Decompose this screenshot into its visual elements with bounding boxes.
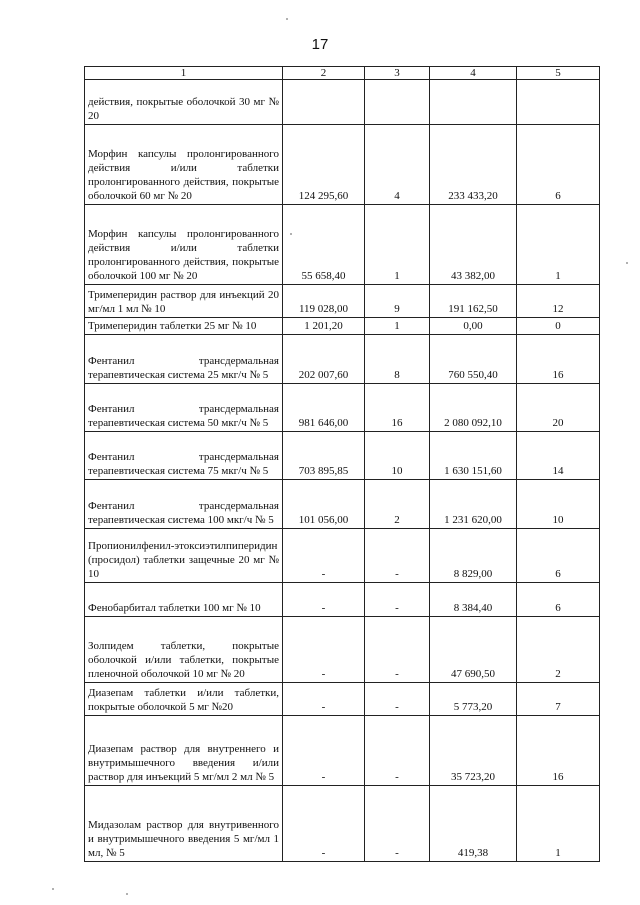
- drug-name: Тримеперидин таблетки 25 мг № 10: [85, 318, 283, 335]
- cell-col-2: 101 056,00: [283, 480, 365, 529]
- table-row: [85, 285, 600, 318]
- header-col-3: 3: [365, 67, 430, 80]
- cell-col-2: 1 201,20: [283, 318, 365, 335]
- cell-col-4: 419,38: [430, 786, 517, 862]
- header-col-4: 4: [430, 67, 517, 80]
- cell-col-4: 760 550,40: [430, 335, 517, 384]
- cell-col-2: -: [283, 617, 365, 683]
- table-row: [85, 318, 600, 335]
- cell-col-5: 14: [517, 432, 600, 480]
- cell-col-2: 119 028,00: [283, 285, 365, 318]
- header-col-1: 1: [85, 67, 283, 80]
- cell-col-5: 2: [517, 617, 600, 683]
- cell-col-3: -: [365, 583, 430, 617]
- page-number: 17: [311, 36, 329, 53]
- drug-name: Диазепам таблетки и/или таблетки, покрытые оболочкой 5 мг №20: [85, 683, 283, 716]
- table-row: [85, 432, 600, 480]
- cell-col-2: -: [283, 583, 365, 617]
- cell-col-4: 233 433,20: [430, 125, 517, 205]
- cell-col-3: [365, 80, 430, 125]
- drug-name: Тримеперидин раствор для инъекций 20 мг/мл 1 мл № 10: [85, 285, 283, 318]
- drug-name: действия, покрытые оболочкой 30 мг № 20: [85, 80, 283, 125]
- table-row: [85, 529, 600, 583]
- drug-name: Мидазолам раствор для внутривенного и внутримышечного введения 5 мг/мл 1 мл, № 5: [85, 786, 283, 862]
- cell-col-2: -: [283, 529, 365, 583]
- cell-col-4: 0,00: [430, 318, 517, 335]
- scan-speck: [126, 893, 128, 895]
- table-row: [85, 786, 600, 862]
- cell-col-4: 1 231 620,00: [430, 480, 517, 529]
- cell-col-5: [517, 80, 600, 125]
- table-row: [85, 335, 600, 384]
- table-row: [85, 384, 600, 432]
- table-row: [85, 80, 600, 125]
- header-col-5: 5: [517, 67, 600, 80]
- cell-col-4: 191 162,50: [430, 285, 517, 318]
- drug-name: Пропионилфенил-этоксиэтилпиперидин (просидол) таблетки защечные 20 мг № 10: [85, 529, 283, 583]
- drug-name: Фентанил трансдермальная терапевтическая система 50 мкг/ч № 5: [85, 384, 283, 432]
- cell-col-2: 703 895,85: [283, 432, 365, 480]
- cell-col-2: -: [283, 786, 365, 862]
- cell-col-3: -: [365, 529, 430, 583]
- cell-col-3: -: [365, 683, 430, 716]
- cell-col-5: 20: [517, 384, 600, 432]
- table-header-row: [85, 67, 600, 80]
- cell-col-3: 2: [365, 480, 430, 529]
- cell-col-5: 6: [517, 529, 600, 583]
- cell-col-2: -: [283, 683, 365, 716]
- scan-speck: [626, 262, 628, 264]
- cell-col-3: 4: [365, 125, 430, 205]
- cell-col-3: 9: [365, 285, 430, 318]
- cell-col-3: -: [365, 786, 430, 862]
- cell-col-4: 35 723,20: [430, 716, 517, 786]
- header-col-2: 2: [283, 67, 365, 80]
- cell-col-2: 981 646,00: [283, 384, 365, 432]
- table-row: [85, 617, 600, 683]
- table-row: [85, 205, 600, 285]
- cell-col-4: 43 382,00: [430, 205, 517, 285]
- scan-speck: [290, 233, 292, 235]
- cell-col-4: 47 690,50: [430, 617, 517, 683]
- drug-name: Фентанил трансдермальная терапевтическая система 25 мкг/ч № 5: [85, 335, 283, 384]
- cell-col-5: 12: [517, 285, 600, 318]
- cell-col-4: 1 630 151,60: [430, 432, 517, 480]
- drug-name: Фентанил трансдермальная терапевтическая система 75 мкг/ч № 5: [85, 432, 283, 480]
- table-row: [85, 125, 600, 205]
- scan-speck: [286, 18, 288, 20]
- cell-col-2: -: [283, 716, 365, 786]
- cell-col-5: 16: [517, 335, 600, 384]
- cell-col-4: 8 829,00: [430, 529, 517, 583]
- cell-col-5: 1: [517, 205, 600, 285]
- cell-col-4: [430, 80, 517, 125]
- scan-speck: [52, 888, 54, 890]
- cell-col-4: 2 080 092,10: [430, 384, 517, 432]
- table-row: [85, 716, 600, 786]
- cell-col-3: 1: [365, 205, 430, 285]
- cell-col-2: 202 007,60: [283, 335, 365, 384]
- table-row: [85, 583, 600, 617]
- cell-col-5: 7: [517, 683, 600, 716]
- table-row: [85, 480, 600, 529]
- cell-col-3: 1: [365, 318, 430, 335]
- cell-col-3: 16: [365, 384, 430, 432]
- drug-name: Морфин капсулы пролонгированного действия и/или таблетки пролонгированного действия, покрытые оболочкой 60 мг № 20: [85, 125, 283, 205]
- cell-col-5: 10: [517, 480, 600, 529]
- cell-col-3: 8: [365, 335, 430, 384]
- cell-col-3: -: [365, 617, 430, 683]
- cell-col-4: 8 384,40: [430, 583, 517, 617]
- drug-name: Диазепам раствор для внутреннего и внутримышечного введения и/или раствор для инъекций 5 мг/мл 2 мл № 5: [85, 716, 283, 786]
- drug-name: Золпидем таблетки, покрытые оболочкой и/или таблетки, покрытые пленочной оболочкой 10 мг № 20: [85, 617, 283, 683]
- cell-col-2: 55 658,40: [283, 205, 365, 285]
- drug-table: [84, 66, 600, 862]
- drug-name: Морфин капсулы пролонгированного действия и/или таблетки пролонгированного действия, покрытые оболочкой 100 мг № 20: [85, 205, 283, 285]
- cell-col-5: 0: [517, 318, 600, 335]
- cell-col-5: 6: [517, 125, 600, 205]
- drug-name: Фенобарбитал таблетки 100 мг № 10: [85, 583, 283, 617]
- cell-col-5: 16: [517, 716, 600, 786]
- cell-col-4: 5 773,20: [430, 683, 517, 716]
- cell-col-2: [283, 80, 365, 125]
- cell-col-3: 10: [365, 432, 430, 480]
- table-row: [85, 683, 600, 716]
- drug-name: Фентанил трансдермальная терапевтическая система 100 мкг/ч № 5: [85, 480, 283, 529]
- cell-col-5: 6: [517, 583, 600, 617]
- cell-col-2: 124 295,60: [283, 125, 365, 205]
- cell-col-5: 1: [517, 786, 600, 862]
- cell-col-3: -: [365, 716, 430, 786]
